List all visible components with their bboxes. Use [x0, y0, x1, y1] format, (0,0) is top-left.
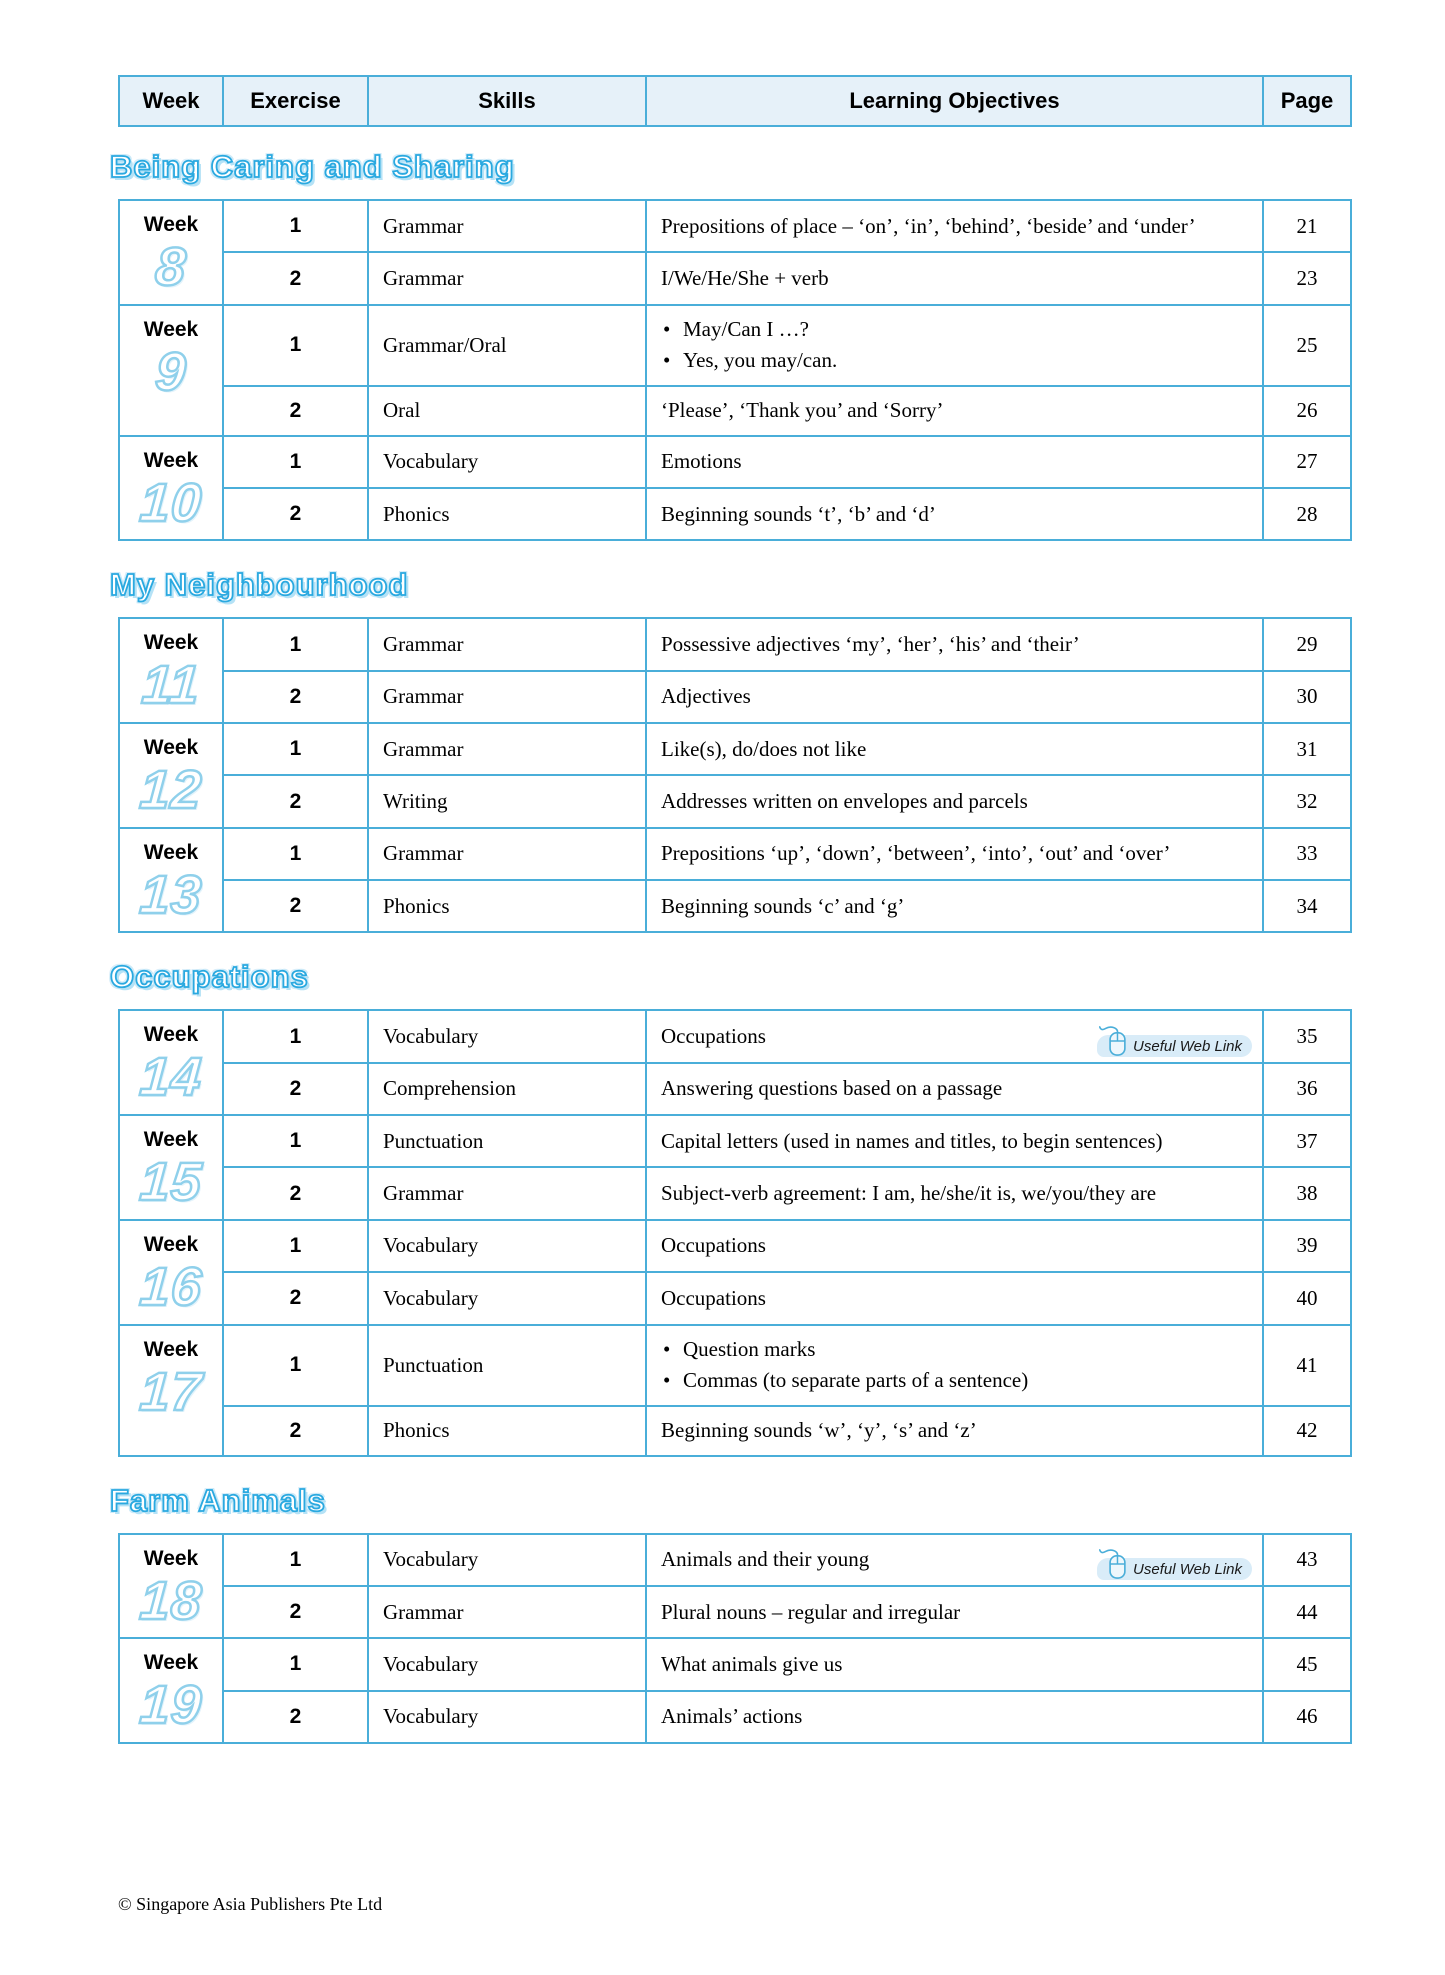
- learning-objective-cell: [646, 1115, 1263, 1167]
- learning-objective-cell: [646, 1691, 1263, 1743]
- learning-objective-cell: [646, 488, 1263, 540]
- week-label: Week: [143, 213, 199, 236]
- week-cell: [119, 828, 223, 933]
- skill-cell: Comprehension: [368, 1063, 646, 1115]
- learning-objective-cell: [646, 880, 1263, 932]
- exercise-row: [119, 1115, 1351, 1167]
- computer-mouse-icon: [1099, 1024, 1133, 1058]
- page-number-cell: 30: [1263, 671, 1351, 723]
- exercise-row: [119, 1010, 1351, 1062]
- page-number-cell: 21: [1263, 200, 1351, 252]
- skill-cell: Punctuation: [368, 1115, 646, 1167]
- objective-text: Possessive adjectives ‘my’, ‘her’, ‘his’ and ‘their’: [661, 632, 1080, 657]
- objective-text: Beginning sounds ‘w’, ‘y’, ‘s’ and ‘z’: [661, 1418, 977, 1442]
- skill-cell: Grammar: [368, 200, 646, 252]
- week-cell: [119, 1638, 223, 1743]
- exercise-number-cell: 2: [223, 1406, 368, 1456]
- page-number-cell: 27: [1263, 436, 1351, 488]
- skill-cell: Vocabulary: [368, 1638, 646, 1690]
- learning-objective-cell: [646, 252, 1263, 304]
- page-number-cell: 40: [1263, 1272, 1351, 1324]
- page-number-cell: 32: [1263, 775, 1351, 827]
- exercise-row: [119, 252, 1351, 304]
- week-label: Week: [143, 1651, 199, 1675]
- week-cell: [119, 1220, 223, 1325]
- week-cell: [119, 305, 223, 436]
- page-number-cell: 36: [1263, 1063, 1351, 1115]
- week-label: Week: [143, 1337, 199, 1361]
- header-row: [119, 76, 1351, 126]
- skill-cell: Grammar: [368, 252, 646, 304]
- exercise-row: [119, 1638, 1351, 1690]
- week-cell: [119, 1115, 223, 1220]
- week-label: Week: [143, 736, 199, 760]
- page-number-cell: 35: [1263, 1010, 1351, 1062]
- page-number-cell: 44: [1263, 1586, 1351, 1638]
- week-block: [119, 723, 1351, 828]
- week-block: [119, 1010, 1351, 1115]
- week-cell: [119, 1325, 223, 1456]
- exercise-number-cell: 1: [223, 305, 368, 386]
- learning-objective-cell: [646, 671, 1263, 723]
- week-number: 19: [137, 1675, 205, 1736]
- header-cell-learning-objectives: Learning Objectives: [646, 76, 1263, 126]
- learning-objective-cell: [646, 618, 1263, 670]
- exercise-number-cell: 1: [223, 1325, 368, 1406]
- exercise-row: [119, 1063, 1351, 1115]
- learning-objective-cell: [646, 1010, 1263, 1062]
- page-number-cell: 31: [1263, 723, 1351, 775]
- useful-web-link-label: Useful Web Link: [1133, 1560, 1242, 1578]
- useful-web-link-badge[interactable]: [1097, 1558, 1252, 1580]
- skill-cell: Phonics: [368, 1406, 646, 1456]
- week-label: Week: [143, 1232, 199, 1256]
- exercise-row: [119, 828, 1351, 880]
- week-number: 11: [139, 655, 203, 716]
- exercise-number-cell: 1: [223, 618, 368, 670]
- objective-text: What animals give us: [661, 1651, 843, 1676]
- header-cell-skills: Skills: [368, 76, 646, 126]
- skill-cell: Grammar: [368, 671, 646, 723]
- header-cell-page: Page: [1263, 76, 1351, 126]
- page-number-cell: 38: [1263, 1167, 1351, 1219]
- page-number-cell: 25: [1263, 305, 1351, 386]
- page-number-cell: 28: [1263, 488, 1351, 540]
- section-title: Occupations: [110, 959, 309, 995]
- week-cell: [119, 200, 223, 305]
- week-number: 8: [153, 237, 189, 297]
- skill-cell: Vocabulary: [368, 1272, 646, 1324]
- exercise-number-cell: 1: [223, 200, 368, 252]
- exercise-row: [119, 775, 1351, 827]
- exercise-row: [119, 200, 1351, 252]
- week-block: [119, 200, 1351, 305]
- week-label: Week: [143, 448, 199, 472]
- week-block: [119, 1534, 1351, 1639]
- week-cell: [119, 436, 223, 541]
- objective-text: Plural nouns – regular and irregular: [661, 1599, 961, 1624]
- objective-text: Animals and their young: [661, 1547, 870, 1572]
- skill-cell: Oral: [368, 386, 646, 436]
- objective-text: Capital letters (used in names and titles, to begin sentences): [661, 1128, 1163, 1153]
- page-number-cell: 39: [1263, 1220, 1351, 1272]
- skill-cell: Grammar: [368, 828, 646, 880]
- exercise-row: [119, 488, 1351, 540]
- exercise-number-cell: 2: [223, 1063, 368, 1115]
- page-number-cell: 23: [1263, 252, 1351, 304]
- week-label: Week: [143, 1546, 199, 1570]
- header-cell-exercise: Exercise: [223, 76, 368, 126]
- exercise-number-cell: 1: [223, 1534, 368, 1586]
- exercise-row: [119, 1272, 1351, 1324]
- useful-web-link-label: Useful Web Link: [1133, 1037, 1242, 1055]
- exercise-number-cell: 1: [223, 1638, 368, 1690]
- learning-objective-cell: [646, 386, 1263, 436]
- exercise-row: [119, 880, 1351, 932]
- exercise-number-cell: 2: [223, 1272, 368, 1324]
- objective-bullet-item: • May/Can I …?: [661, 314, 1238, 346]
- objective-text: Occupations: [661, 1285, 766, 1310]
- exercise-number-cell: 1: [223, 723, 368, 775]
- objective-text: Like(s), do/does not like: [661, 736, 867, 761]
- skill-cell: Grammar: [368, 618, 646, 670]
- exercise-row: [119, 1586, 1351, 1638]
- page-number-cell: 37: [1263, 1115, 1351, 1167]
- page-number-cell: 33: [1263, 828, 1351, 880]
- sections-root: [110, 127, 1350, 1770]
- learning-objective-cell: [646, 1325, 1263, 1406]
- objective-bullet-list: [661, 314, 1238, 377]
- exercise-number-cell: 2: [223, 880, 368, 932]
- week-block: [119, 828, 1351, 933]
- exercise-number-cell: 2: [223, 671, 368, 723]
- learning-objective-cell: [646, 436, 1263, 488]
- week-number: 17: [137, 1361, 205, 1422]
- exercise-row: [119, 1691, 1351, 1743]
- page-number-cell: 41: [1263, 1325, 1351, 1406]
- week-number: 12: [137, 760, 205, 821]
- objective-text: Answering questions based on a passage: [661, 1076, 1003, 1101]
- week-cell: [119, 618, 223, 723]
- page-number-cell: 43: [1263, 1534, 1351, 1586]
- exercise-row: [119, 305, 1351, 386]
- objective-text: Occupations: [661, 1024, 766, 1049]
- objective-text: Beginning sounds ‘c’ and ‘g’: [661, 893, 905, 918]
- week-label: Week: [143, 317, 199, 341]
- week-block: [119, 1325, 1351, 1456]
- exercise-row: [119, 1167, 1351, 1219]
- objective-text: Prepositions of place – ‘on’, ‘in’, ‘behind’, ‘beside’ and ‘under’: [661, 213, 1196, 238]
- skill-cell: Phonics: [368, 488, 646, 540]
- week-cell: [119, 723, 223, 828]
- learning-objective-cell: [646, 1406, 1263, 1456]
- exercise-number-cell: 2: [223, 1167, 368, 1219]
- skill-cell: Vocabulary: [368, 1010, 646, 1062]
- skill-cell: Grammar: [368, 723, 646, 775]
- objective-text: Prepositions ‘up’, ‘down’, ‘between’, ‘into’, ‘out’ and ‘over’: [661, 841, 1171, 866]
- skill-cell: Grammar/Oral: [368, 305, 646, 386]
- week-label: Week: [143, 631, 199, 655]
- section-title: Farm Animals: [110, 1482, 326, 1518]
- section-title: My Neighbourhood: [110, 567, 409, 603]
- week-block: [119, 618, 1351, 723]
- week-block: [119, 436, 1351, 541]
- skill-cell: Grammar: [368, 1167, 646, 1219]
- exercise-number-cell: 1: [223, 1010, 368, 1062]
- exercise-number-cell: 2: [223, 488, 368, 540]
- learning-objective-cell: [646, 1534, 1263, 1586]
- exercise-row: [119, 386, 1351, 436]
- header-cell-week: Week: [119, 76, 223, 126]
- exercise-row: [119, 671, 1351, 723]
- exercise-number-cell: 2: [223, 386, 368, 436]
- copyright-footer: © Singapore Asia Publishers Pte Ltd: [118, 1894, 383, 1914]
- skill-cell: Vocabulary: [368, 1220, 646, 1272]
- skill-cell: Phonics: [368, 880, 646, 932]
- objective-bullet-item: • Question marks: [661, 1334, 1238, 1366]
- objective-text: Subject-verb agreement: I am, he/she/it is, we/you/they are: [661, 1181, 1157, 1206]
- objective-text: ‘Please’, ‘Thank you’ and ‘Sorry’: [661, 398, 944, 423]
- objective-bullet-item: • Yes, you may/can.: [661, 345, 1238, 377]
- skill-cell: Grammar: [368, 1586, 646, 1638]
- week-block: [119, 1638, 1351, 1743]
- exercise-row: [119, 723, 1351, 775]
- week-label: Week: [143, 1128, 199, 1152]
- exercise-number-cell: 1: [223, 1220, 368, 1272]
- week-label: Week: [143, 1023, 199, 1047]
- section-title: Being Caring and Sharing: [110, 149, 515, 184]
- week-number: 16: [137, 1256, 205, 1317]
- week-cell: [119, 1534, 223, 1639]
- objective-text: Adjectives: [661, 684, 751, 709]
- skill-cell: Punctuation: [368, 1325, 646, 1406]
- learning-objective-cell: [646, 1272, 1263, 1324]
- exercise-number-cell: 2: [223, 775, 368, 827]
- skill-cell: Vocabulary: [368, 1534, 646, 1586]
- exercise-number-cell: 1: [223, 1115, 368, 1167]
- week-block: [119, 1220, 1351, 1325]
- learning-objective-cell: [646, 1586, 1263, 1638]
- skill-cell: Vocabulary: [368, 436, 646, 488]
- objective-text: Beginning sounds ‘t’, ‘b’ and ‘d’: [661, 501, 936, 526]
- learning-objective-cell: [646, 1220, 1263, 1272]
- learning-objective-cell: [646, 305, 1263, 386]
- exercise-number-cell: 2: [223, 1586, 368, 1638]
- section-table: [118, 1533, 1352, 1744]
- learning-objective-cell: [646, 828, 1263, 880]
- week-label: Week: [143, 840, 199, 864]
- computer-mouse-icon: [1099, 1547, 1133, 1581]
- page-number-cell: 29: [1263, 618, 1351, 670]
- section-table: [118, 199, 1352, 541]
- week-block: [119, 305, 1351, 436]
- page-number-cell: 26: [1263, 386, 1351, 436]
- skill-cell: Writing: [368, 775, 646, 827]
- section-table: [118, 617, 1352, 933]
- learning-objective-cell: [646, 1063, 1263, 1115]
- learning-objective-cell: [646, 723, 1263, 775]
- objective-text: I/We/He/She + verb: [661, 266, 829, 291]
- section-table: [118, 1009, 1352, 1456]
- objective-bullet-list: [661, 1334, 1238, 1397]
- week-number: 13: [137, 864, 205, 925]
- exercise-row: [119, 1534, 1351, 1586]
- week-number: 9: [153, 341, 189, 402]
- week-cell: [119, 1010, 223, 1115]
- exercise-number-cell: 2: [223, 1691, 368, 1743]
- week-number: 15: [137, 1152, 205, 1213]
- exercise-number-cell: 1: [223, 828, 368, 880]
- useful-web-link-badge[interactable]: [1097, 1035, 1252, 1057]
- objective-text: Animals’ actions: [661, 1704, 803, 1729]
- objective-bullet-item: • Commas (to separate parts of a sentence): [661, 1365, 1238, 1397]
- toc-header-table: [118, 75, 1352, 127]
- exercise-row: [119, 1406, 1351, 1456]
- exercise-number-cell: 1: [223, 436, 368, 488]
- exercise-row: [119, 618, 1351, 670]
- exercise-row: [119, 1220, 1351, 1272]
- exercise-number-cell: 2: [223, 252, 368, 304]
- learning-objective-cell: [646, 200, 1263, 252]
- exercise-row: [119, 1325, 1351, 1406]
- objective-text: Occupations: [661, 1233, 766, 1258]
- learning-objective-cell: [646, 775, 1263, 827]
- page-number-cell: 45: [1263, 1638, 1351, 1690]
- exercise-row: [119, 436, 1351, 488]
- skill-cell: Vocabulary: [368, 1691, 646, 1743]
- page-number-cell: 34: [1263, 880, 1351, 932]
- week-block: [119, 1115, 1351, 1220]
- learning-objective-cell: [646, 1638, 1263, 1690]
- page-number-cell: 46: [1263, 1691, 1351, 1743]
- objective-text: Addresses written on envelopes and parcels: [661, 789, 1028, 814]
- week-number: 14: [137, 1047, 205, 1108]
- page-number-cell: 42: [1263, 1406, 1351, 1456]
- learning-objective-cell: [646, 1167, 1263, 1219]
- week-number: 10: [137, 472, 205, 533]
- objective-text: Emotions: [661, 449, 742, 474]
- week-number: 18: [137, 1570, 205, 1631]
